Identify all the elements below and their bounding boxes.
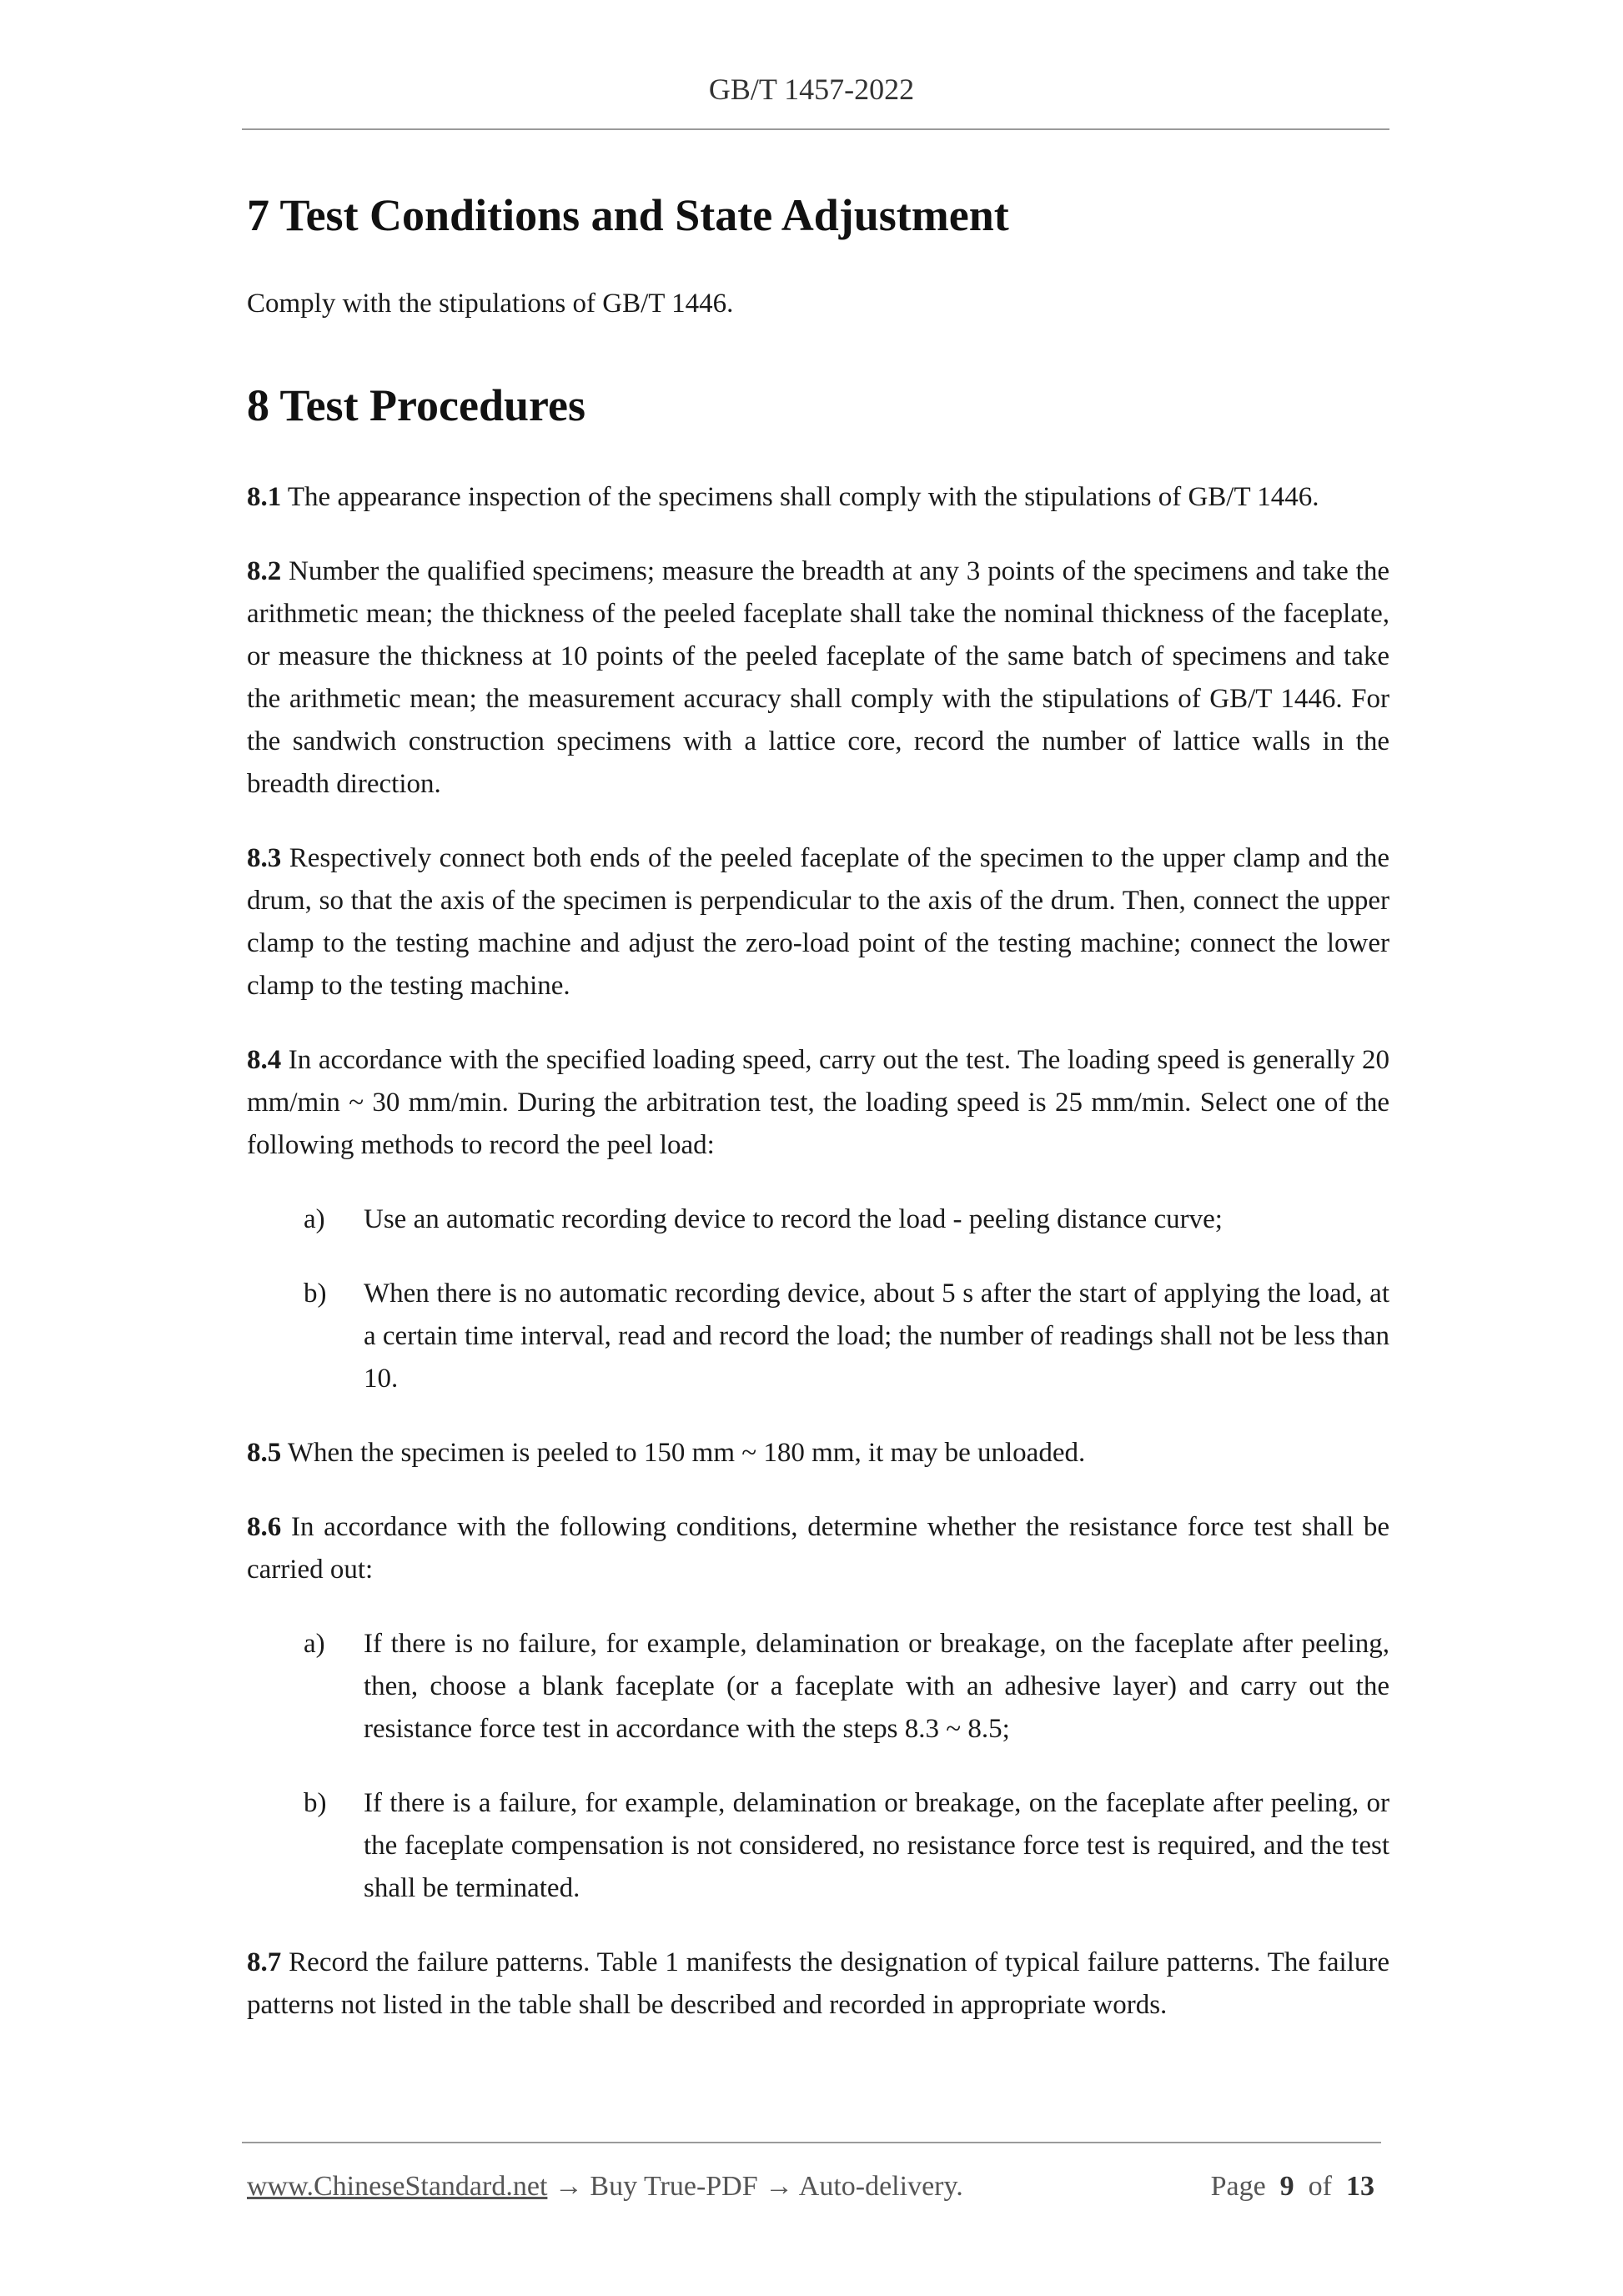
list-marker: a): [304, 1203, 325, 1234]
clause-8-3: 8.3 Respectively connect both ends of the peeled faceplate of the specimen to the upper clamp and the drum, so that the axis of the specimen is perpendicular to the axis of the drum. Then, connect the upper clamp to the testing machine and adjust the zero-load point of the testing machine; connect the lower clamp to the testing machine.: [247, 842, 1389, 1001]
document-body: [247, 188, 1389, 2058]
clause-number: 8.6: [247, 1511, 282, 1542]
clause-8-2: 8.2 Number the qualified specimens; measure the breadth at any 3 points of the specimens and take the arithmetic mean; the thickness of the peeled faceplate shall take the nominal thickness of the faceplate, or measure the thickness at 10 points of the peeled faceplate of the same batch of specimens and take the arithmetic mean; the measurement accuracy shall comply with the stipulations of GB/T 1446. For the sandwich construction specimens with a lattice core, record the number of lattice walls in the breadth direction.: [247, 555, 1389, 799]
section-7-heading: 7 Test Conditions and State Adjustment: [247, 190, 1009, 240]
list-item: a) Use an automatic recording device to record the load - peeling distance curve;: [247, 1198, 1389, 1241]
clause-8-7: 8.7 Record the failure patterns. Table 1 manifests the designation of typical failure patterns. The failure patterns not listed in the table shall be described and recorded in appropriate words.: [247, 1947, 1389, 2020]
clause-number: 8.2: [247, 555, 282, 586]
list-marker: b): [304, 1278, 327, 1309]
page-footer: [247, 2171, 1381, 2203]
clause-number: 8.7: [247, 1947, 282, 1977]
section-7-text: Comply with the stipulations of GB/T 1446.: [247, 288, 734, 319]
current-page: 9: [1279, 2171, 1294, 2202]
buy-pdf-text: Buy True-PDF: [590, 2171, 758, 2202]
total-pages: 13: [1346, 2171, 1374, 2202]
clause-number: 8.4: [247, 1044, 282, 1075]
list-marker: b): [304, 1787, 327, 1818]
clause-number: 8.3: [247, 842, 282, 873]
clause-number: 8.1: [247, 481, 282, 512]
arrow-right-icon: →: [757, 2171, 799, 2202]
list-marker: a): [304, 1628, 325, 1659]
clause-8-6: 8.6 In accordance with the following conditions, determine whether the resistance force test shall be carried out:: [247, 1511, 1389, 1585]
section-8-heading: 8 Test Procedures: [247, 379, 586, 430]
clause-8-5: 8.5 When the specimen is peeled to 150 mm ~ 180 mm, it may be unloaded.: [247, 1437, 1086, 1468]
list-item: b) When there is no automatic recording device, about 5 s after the start of applying the load, at a certain time interval, read and record the load; the number of readings shall not be less than 10.: [247, 1273, 1389, 1400]
page-header-title: GB/T 1457-2022: [708, 73, 915, 106]
auto-delivery-text: Auto-delivery.: [798, 2171, 963, 2202]
clause-8-1: 8.1 The appearance inspection of the specimens shall comply with the stipulations of GB/T 1446.: [247, 481, 1319, 512]
footer-divider: [242, 2142, 1381, 2143]
website-link[interactable]: www.ChineseStandard.net: [247, 2171, 548, 2202]
clause-8-4: 8.4 In accordance with the specified loading speed, carry out the test. The loading speed is generally 20 mm/min ~ 30 mm/min. During the arbitration test, the loading speed is 25 mm/min. Select one of the following methods to record the peel load:: [247, 1044, 1389, 1160]
list-item: a) If there is no failure, for example, delamination or breakage, on the faceplate after peeling, then, choose a blank faceplate (or a faceplate with an adhesive layer) and carry out the resistance force test in accordance with the steps 8.3 ~ 8.5;: [247, 1623, 1389, 1751]
arrow-right-icon: →: [547, 2171, 590, 2202]
header-divider: [242, 128, 1389, 130]
list-item: b) If there is a failure, for example, delamination or breakage, on the faceplate after peeling, or the faceplate compensation is not considered, no resistance force test is required, and the test shall be terminated.: [247, 1782, 1389, 1910]
clause-number: 8.5: [247, 1437, 282, 1468]
page-number: Page 9 of 13: [1210, 2171, 1374, 2202]
